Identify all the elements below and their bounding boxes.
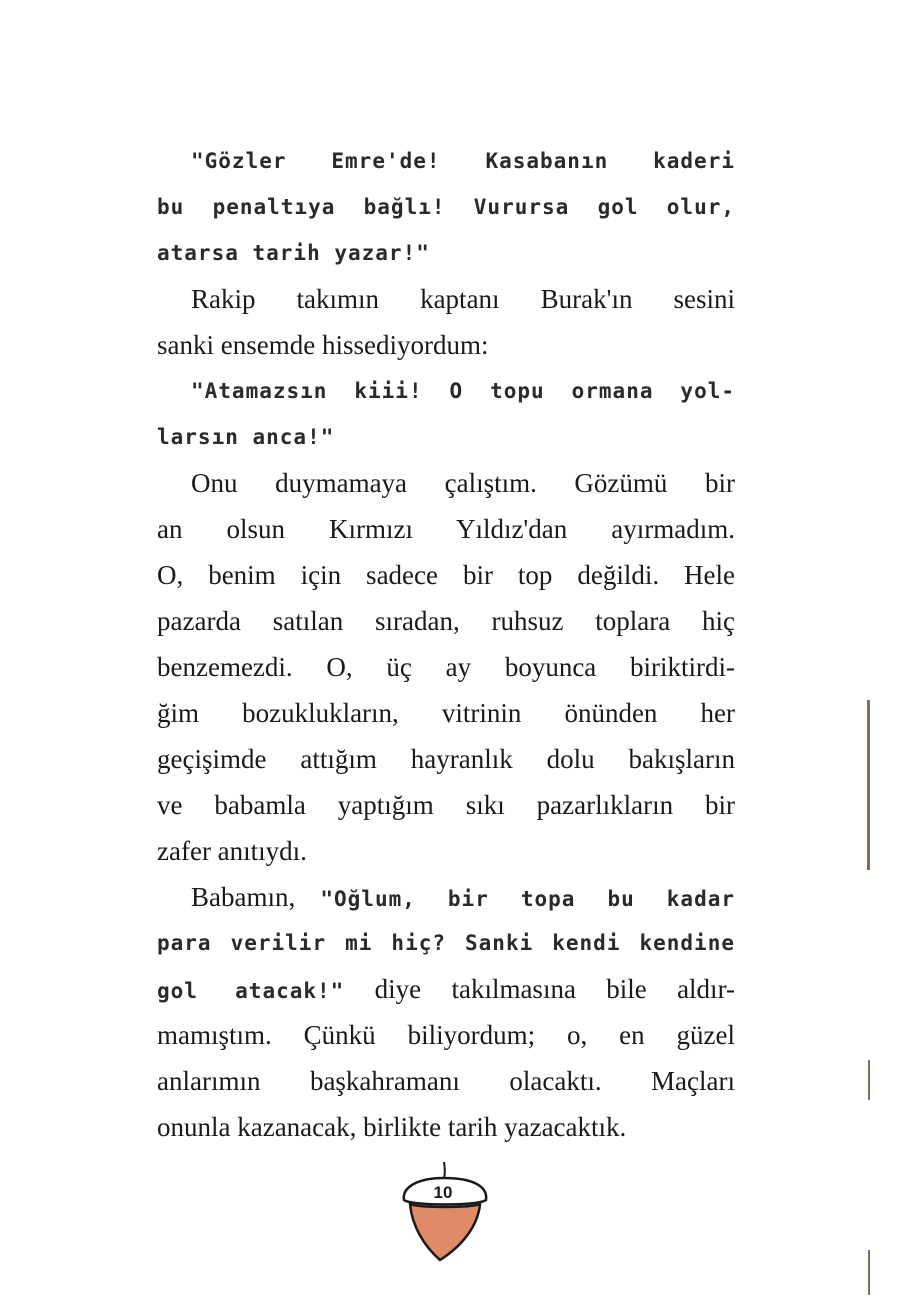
page-body-text <box>157 138 735 1150</box>
text-line: larsın anca!" <box>157 425 335 449</box>
handwritten-segment: gol atacak!" <box>157 979 345 1003</box>
handwritten-segment: "Oğlum, bir topa bu kadar <box>320 887 736 911</box>
page-edge-mark <box>868 1250 870 1295</box>
text-line: "Gözler Emre'de! Kasabanın kaderi <box>191 149 735 173</box>
page-edge-mark <box>867 700 870 870</box>
text-line: zafer anıtıydı. <box>157 836 307 866</box>
acorn-icon <box>400 1160 490 1265</box>
text-line: onunla kazanacak, birlikte tarih yazacaktık. <box>157 1112 627 1142</box>
text-line: Rakip takımın kaptanı Burak'ın sesini <box>191 284 735 314</box>
text-line: Onu duymamaya çalıştım. Gözümü bir <box>191 468 735 498</box>
text-line: mamıştım. Çünkü biliyordum; o, en güzel <box>157 1020 735 1050</box>
text-line: para verilir mi hiç? Sanki kendi kendine <box>157 931 735 955</box>
text-line: "Atamazsın kiii! O topu ormana yol- <box>191 379 735 403</box>
text-line: geçişimde attığım hayranlık dolu bakışların <box>157 744 735 774</box>
serif-segment: diye takılmasına bile aldır- <box>344 974 736 1004</box>
text-line: bu penaltıya bağlı! Vurursa gol olur, <box>157 195 735 219</box>
text-line: benzemezdi. O, üç ay boyunca biriktirdi- <box>157 652 735 682</box>
text-line: pazarda satılan sıradan, ruhsuz toplara hiç <box>157 606 735 636</box>
text-line-mixed <box>157 874 735 920</box>
text-line: atarsa tarih yazar!" <box>157 241 430 265</box>
text-line: an olsun Kırmızı Yıldız'dan ayırmadım. <box>157 514 735 544</box>
serif-segment: Babamın, <box>191 882 321 912</box>
text-line: sanki ensemde hissediyordum: <box>157 330 489 360</box>
text-line: ve babamla yaptığım sıkı pazarlıkların bir <box>157 790 735 820</box>
text-line: anlarımın başkahramanı olacaktı. Maçları <box>157 1066 735 1096</box>
text-line-mixed <box>157 966 735 1012</box>
text-line: ğim bozuklukların, vitrinin önünden her <box>157 698 735 728</box>
page-number: 10 <box>433 1183 453 1202</box>
text-line: O, benim için sadece bir top değildi. Hele <box>157 560 735 590</box>
page-edge-mark <box>868 1060 870 1100</box>
